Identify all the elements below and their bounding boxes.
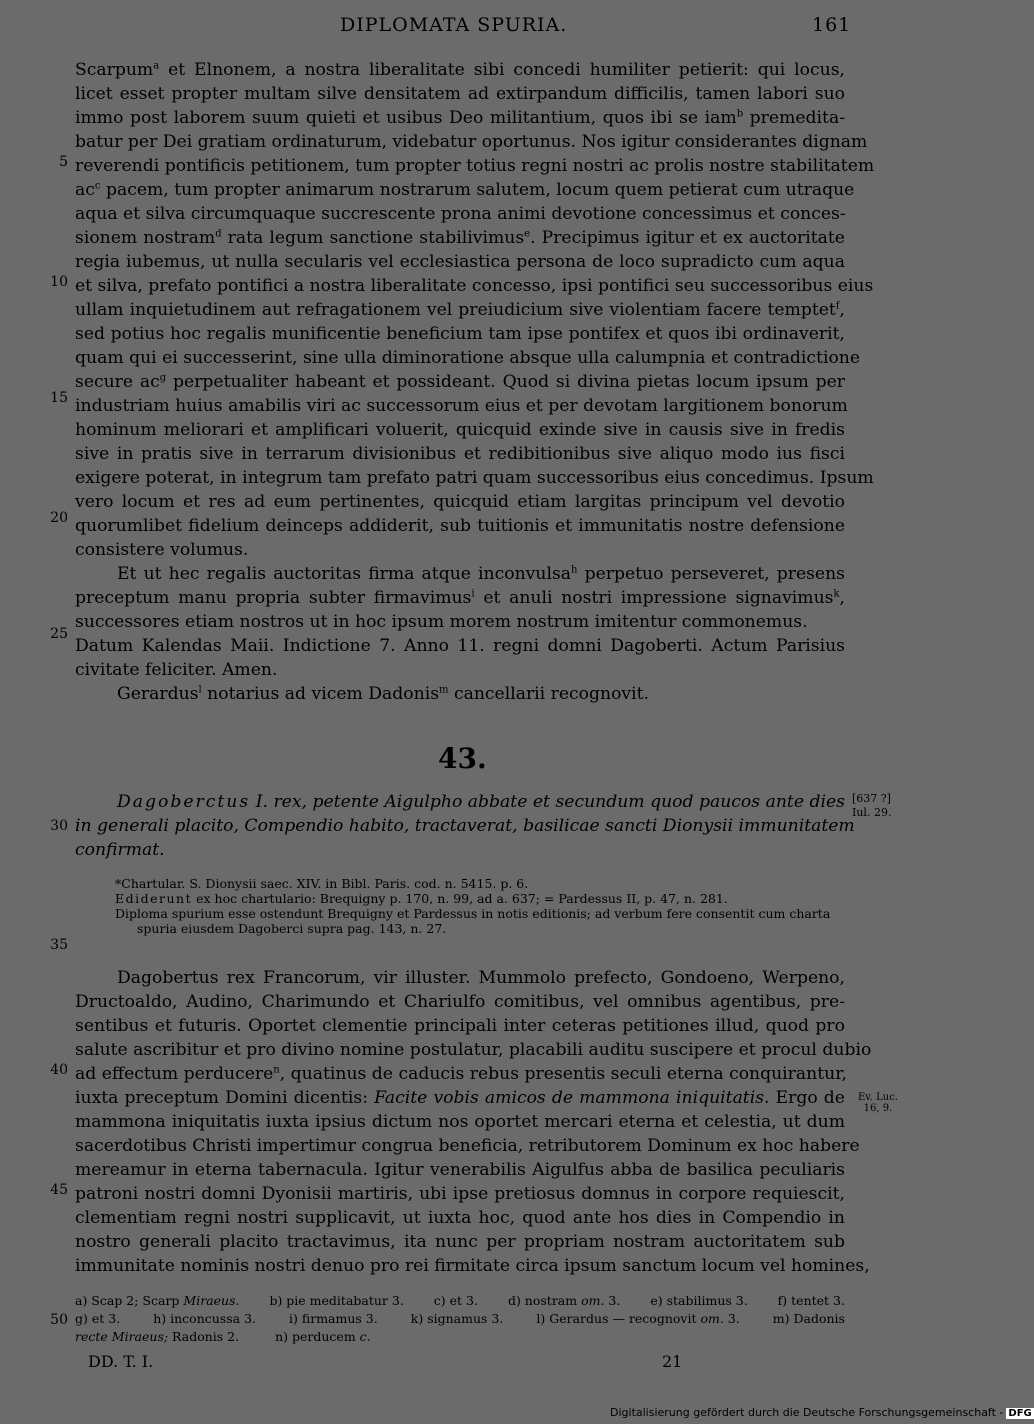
- line-number-45: 45: [50, 1182, 68, 1198]
- footnote-row: [75, 1292, 845, 1310]
- text-line: Scarpum$^a$ et Elnonem, a nostra liberalitate sibi concedi humiliter petierit: qui locus,: [75, 60, 845, 80]
- text-line: vero locum et res ad eum pertinentes, quicquid etiam largitas principum vel devotio: [75, 492, 845, 512]
- line-number-50: 50: [50, 1312, 68, 1328]
- footnote-row: [75, 1328, 845, 1346]
- text-line: preceptum manu propria subter firmavimus$^i$ et anuli nostri impressione signavimus$^k$,: [75, 588, 846, 608]
- footnote: m) Dadonis: [772, 1311, 845, 1326]
- footnote-row: [75, 1310, 845, 1328]
- dfg-logo: DFG: [1008, 1408, 1032, 1419]
- text-line: clementiam regni nostri supplicavit, ut iuxta hoc, quod ante hos dies in Compendio in: [75, 1208, 845, 1228]
- text-line: aqua et silva circumquaque succrescente prona animi devotione concessimus et conces-: [75, 204, 846, 224]
- margin-ref-book: Ev. Luc.: [858, 1092, 898, 1103]
- text-line: hominum meliorari et amplificari voluerit, quicquid exinde sive in causis sive in fredis: [75, 420, 845, 440]
- text-line: $ac^c$ pacem, tum propter animarum nostrarum salutem, locum quem petierat cum utraque: [75, 180, 855, 200]
- footnote: h) inconcussa 3.: [153, 1311, 256, 1326]
- text-line: exigere poterat, in integrum tam prefato patri quam successoribus eius concedimus. Ipsum: [75, 468, 874, 488]
- footnote: c) et 3.: [433, 1293, 478, 1308]
- footnote: d) nostram om. 3.: [507, 1293, 621, 1308]
- margin-date-year: [637 ?]: [852, 792, 891, 805]
- text-line: civitate feliciter. Amen.: [75, 660, 278, 680]
- line-number-5: 5: [59, 154, 68, 170]
- text-line: mereamur in eterna tabernacula. Igitur venerabilis Aigulfus abba de basilica peculiaris: [75, 1160, 845, 1180]
- lower-text-block: [75, 966, 872, 1278]
- text-line: Datum Kalendas Maii. Indictione 7. Anno 11. regni domni Dagoberti. Actum Parisius: [75, 636, 845, 656]
- text-line: Et ut hec regalis auctoritas firma atque inconvulsa$^h$ perpetuo perseveret, presens: [117, 564, 845, 584]
- text-line: licet esset propter multam silve densitatem ad extirpandum difficilis, tamen labori suo: [75, 84, 845, 104]
- text-line: reverendi pontificis petitionem, tum propter totius regni nostri ac prolis nostre stabilitatem: [75, 156, 875, 176]
- text-line: sive in pratis sive in terrarum divisionibus et redibitionibus sive aliquo modo ius fisci: [75, 444, 845, 464]
- footnote: a) Scap 2; Scarp Miraeus.: [75, 1293, 240, 1308]
- text-line: successores etiam nostros ut in hoc ipsum morem nostrum imitentur commonemus.: [75, 612, 808, 632]
- margin-date: [852, 792, 891, 820]
- text-line: Gerardus$^l$ notarius ad vicem Dadonis$^m$ cancellarii recognovit.: [117, 684, 649, 704]
- text-line: quam qui ei successerint, sine ulla diminoratione absque ulla calumpnia et contradictione: [75, 348, 861, 368]
- text-line: patroni nostri domni Dyonisii martiris, ubi ipse pretiosus domnus in corpore requiescit,: [75, 1184, 845, 1204]
- margin-date-day: Iul. 29.: [852, 806, 892, 819]
- text-line: quorumlibet fidelium deinceps addiderit, sub tuitionis et immunitatis nostre defensione: [75, 516, 845, 536]
- footnote: i) firmamus 3.: [289, 1311, 378, 1326]
- margin-ref-verse: 16, 9.: [863, 1103, 893, 1114]
- text-line: iuxta preceptum Domini dicentis: Facite vobis amicos de mammona iniquitatis. Ergo de: [75, 1088, 845, 1108]
- text-line: immunitate nominis nostri denuo pro rei firmitate circa ipsum sanctum locum vel homines,: [75, 1256, 870, 1276]
- footnote: l) Gerardus — recognovit om. 3.: [536, 1311, 740, 1326]
- running-header: DIPLOMATA SPURIA.: [340, 14, 568, 36]
- text-line: salute ascribitur et pro divino nomine postulatur, placabili auditu suscipere et procul dubio: [75, 1040, 872, 1060]
- line-number-40: 40: [50, 1062, 68, 1078]
- text-line: sionem nostram$^d$ rata legum sanctione stabilivimus$^e$. Precipimus igitur et ex auctoritate: [75, 228, 845, 248]
- regest-line: Dagoberctus I. rex, petente Aigulpho abbate et secundum quod paucos ante dies: [117, 792, 845, 812]
- page-number: 161: [812, 14, 852, 36]
- banner-text: Digitalisierung gefördert durch die Deutsche Forschungsgemeinschaft -: [610, 1406, 1004, 1419]
- text-line: immo post laborem suum quieti et usibus Deo militantium, quos ibi se iam$^b$ premedita-: [75, 108, 845, 128]
- margin-bible-reference: [858, 1092, 898, 1114]
- sheet-signature: DD. T. I.: [88, 1352, 154, 1371]
- text-line: nostro generali placito tractavimus, ita nunc per propriam nostram auctoritatem sub: [75, 1232, 845, 1252]
- tradition-note: Diploma spurium esse ostendunt Brequigny et Pardessus in notis editionis; ad verbum fere consentit cum charta: [115, 906, 831, 921]
- text-line: consistere volumus.: [75, 540, 249, 560]
- footnote: f) tentet 3.: [777, 1293, 845, 1308]
- tradition-note: *Chartular. S. Dionysii saec. XIV. in Bibl. Paris. cod. n. 5415. p. 6.: [115, 876, 529, 891]
- upper-text-block: [75, 58, 875, 706]
- footnote: g) et 3.: [75, 1311, 121, 1326]
- text-line: sentibus et futuris. Oportet clementie principali inter ceteras petitiones illud, quod pro: [75, 1016, 845, 1036]
- footnotes: [75, 1292, 845, 1346]
- document-number: 43.: [438, 742, 487, 775]
- line-number-30: 30: [50, 818, 68, 834]
- regest-line: in generali placito, Compendio habito, tractaverat, basilicae sancti Dionysii immunitatem: [75, 816, 855, 836]
- text-line: et silva, prefato pontifici a nostra liberalitate concesso, ipsi pontifici seu successoribus eius: [75, 276, 874, 296]
- line-number-10: 10: [50, 274, 68, 290]
- line-number-15: 15: [50, 390, 68, 406]
- footnote: k) signamus 3.: [410, 1311, 504, 1326]
- text-line: ullam inquietudinem aut refragationem vel preiudicium sive violentiam facere temptet$^f$,: [75, 300, 845, 320]
- tradition-notes: [115, 876, 845, 936]
- regest: [75, 790, 855, 862]
- sheet-number: 21: [662, 1352, 683, 1371]
- text-line: ad effectum perducere$^n$, quatinus de caducis rebus presentis seculi eterna conquirantur,: [75, 1064, 847, 1084]
- text-line: industriam huius amabilis viri ac successorum eius et per devotam largitionem bonorum: [75, 396, 848, 416]
- footnote: b) pie meditabatur 3.: [269, 1293, 404, 1308]
- text-line: Dagobertus rex Francorum, vir illuster. Mummolo prefecto, Gondoeno, Werpeno,: [117, 968, 845, 988]
- text-line: sed potius hoc regalis munificentie beneficium tam ipse pontifex et quos ibi ordinaverit,: [75, 324, 845, 344]
- text-line: batur per Dei gratiam ordinaturum, videbatur oportunus. Nos igitur considerantes dignam: [75, 132, 868, 152]
- tradition-note: Ediderunt ex hoc chartulario: Brequigny p. 170, n. 99, ad a. 637; = Pardessus II, p. 47, n. 281.: [115, 891, 728, 906]
- text-line: regia iubemus, ut nulla secularis vel ecclesiastica persona de loco supradicto cum aqua: [75, 252, 845, 272]
- text-line: Dructoaldo, Audino, Charimundo et Chariulfo comitibus, vel omnibus agentibus, pre-: [75, 992, 845, 1012]
- tradition-note: spuria eiusdem Dagoberci supra pag. 143, n. 27.: [137, 921, 447, 936]
- line-number-20: 20: [50, 510, 68, 526]
- line-number-25: 25: [50, 626, 68, 642]
- text-line: mammona iniquitatis iuxta ipsius dictum nos oportet mercari eterna et celestia, ut dum: [75, 1112, 845, 1132]
- text-line: sacerdotibus Christi impertimur congrua beneficia, retributorem Dominum ex hoc habere: [75, 1136, 860, 1156]
- line-number-35: 35: [50, 937, 68, 953]
- footnote: e) stabilimus 3.: [650, 1293, 748, 1308]
- footnote: n) perducem c.: [275, 1329, 371, 1344]
- regest-line: confirmat.: [75, 840, 165, 860]
- text-line: secure $ac^g$ perpetualiter habeant et possideant. Quod si divina pietas locum ipsum per: [75, 372, 845, 392]
- digitization-banner: [610, 1406, 1034, 1419]
- footnote: recte Miraeus; Radonis 2.: [75, 1329, 240, 1344]
